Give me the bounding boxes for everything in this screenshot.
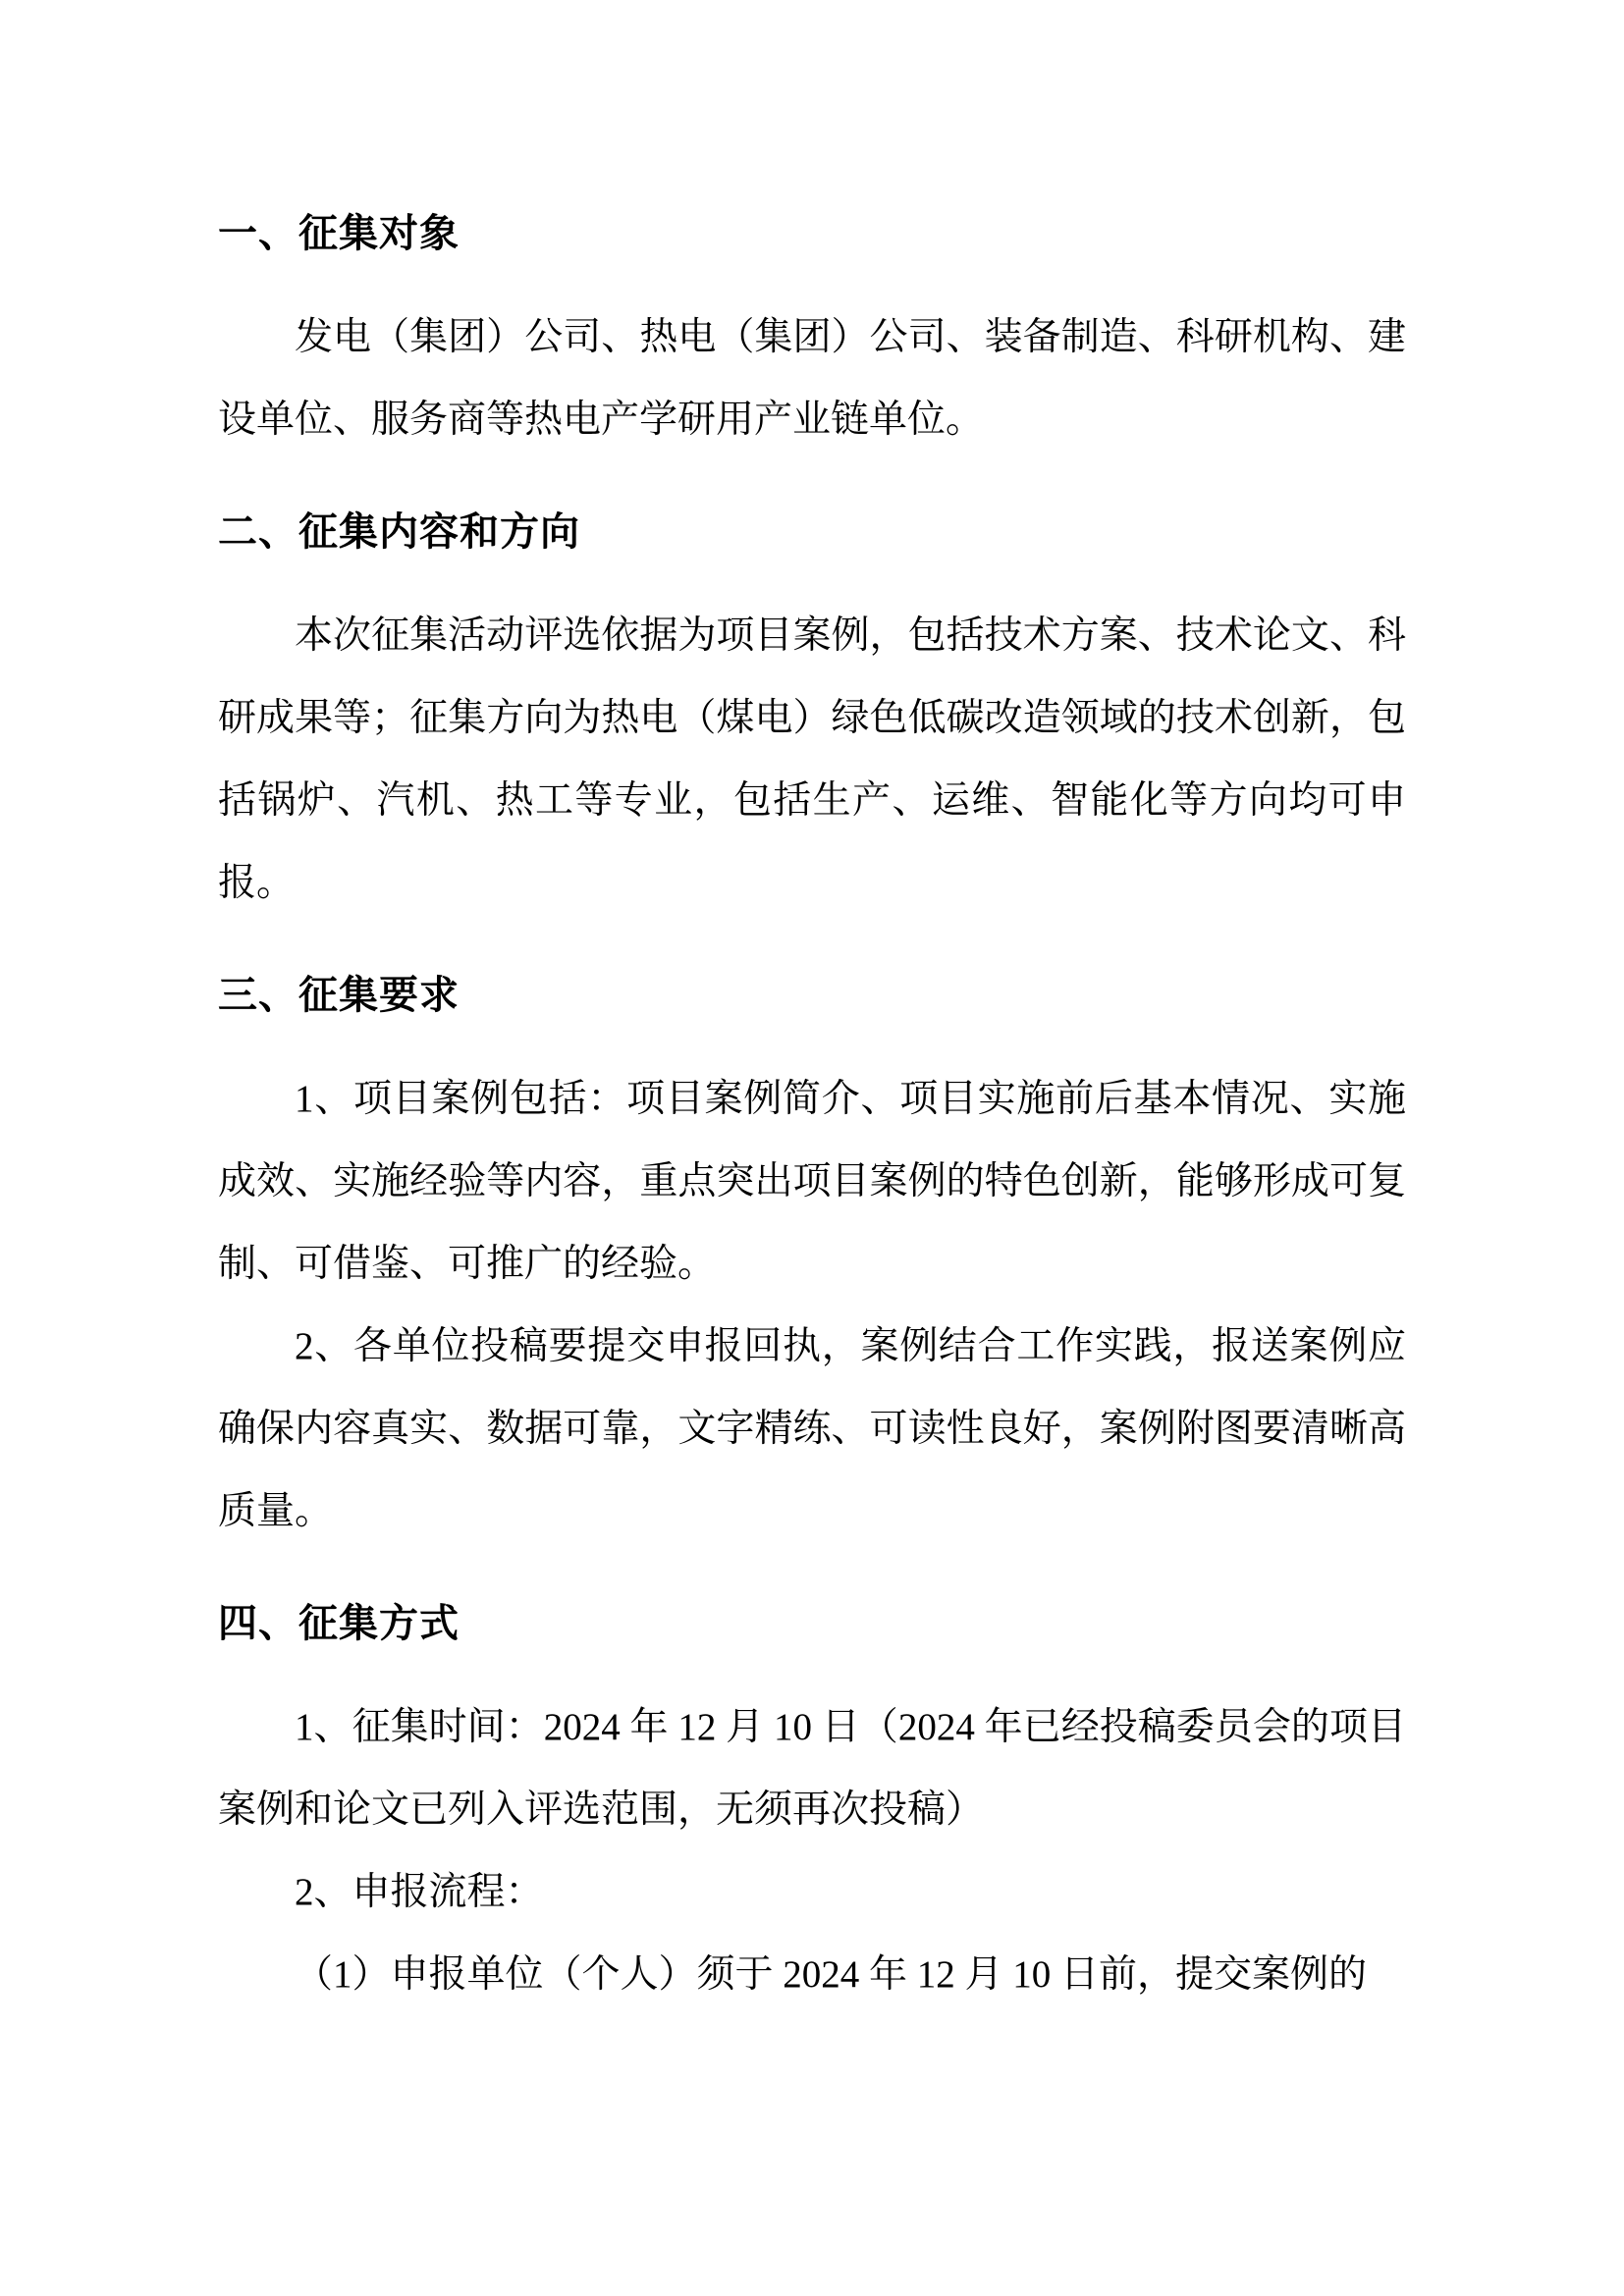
paragraph: 发电（集团）公司、热电（集团）公司、装备制造、科研机构、建设单位、服务商等热电产学研用产业链单位。: [218, 316, 1406, 441]
paragraph: 2、申报流程：: [295, 1871, 544, 1913]
section-heading-collection-content: 二、征集内容和方向: [218, 510, 580, 554]
section-heading-collection-requirements: 三、征集要求: [218, 974, 460, 1017]
paragraph: （1）申报单位（个人）须于 2024 年 12 月 10 日前，提交案例的: [295, 1953, 1368, 1996]
paragraph: 1、征集时间：2024 年 12 月 10 日（2024 年已经投稿委员会的项目案例和论文已列入评选范围，无须再次投稿）: [218, 1706, 1406, 1831]
paragraph: 本次征集活动评选依据为项目案例，包括技术方案、技术论文、科研成果等；征集方向为热电（煤电）绿色低碳改造领域的技术创新，包括锅炉、汽机、热工等专业，包括生产、运维、智能化等方向均可申报。: [218, 614, 1406, 904]
section-heading-collection-targets: 一、征集对象: [218, 212, 460, 255]
section-heading-collection-method: 四、征集方式: [218, 1602, 460, 1645]
paragraph: 2、各单位投稿要提交申报回执，案例结合工作实践，报送案例应确保内容真实、数据可靠，文字精练、可读性良好，案例附图要清晰高质量。: [218, 1325, 1406, 1532]
paragraph: 1、项目案例包括：项目案例简介、项目实施前后基本情况、实施成效、实施经验等内容，重点突出项目案例的特色创新，能够形成可复制、可借鉴、可推广的经验。: [218, 1078, 1406, 1285]
